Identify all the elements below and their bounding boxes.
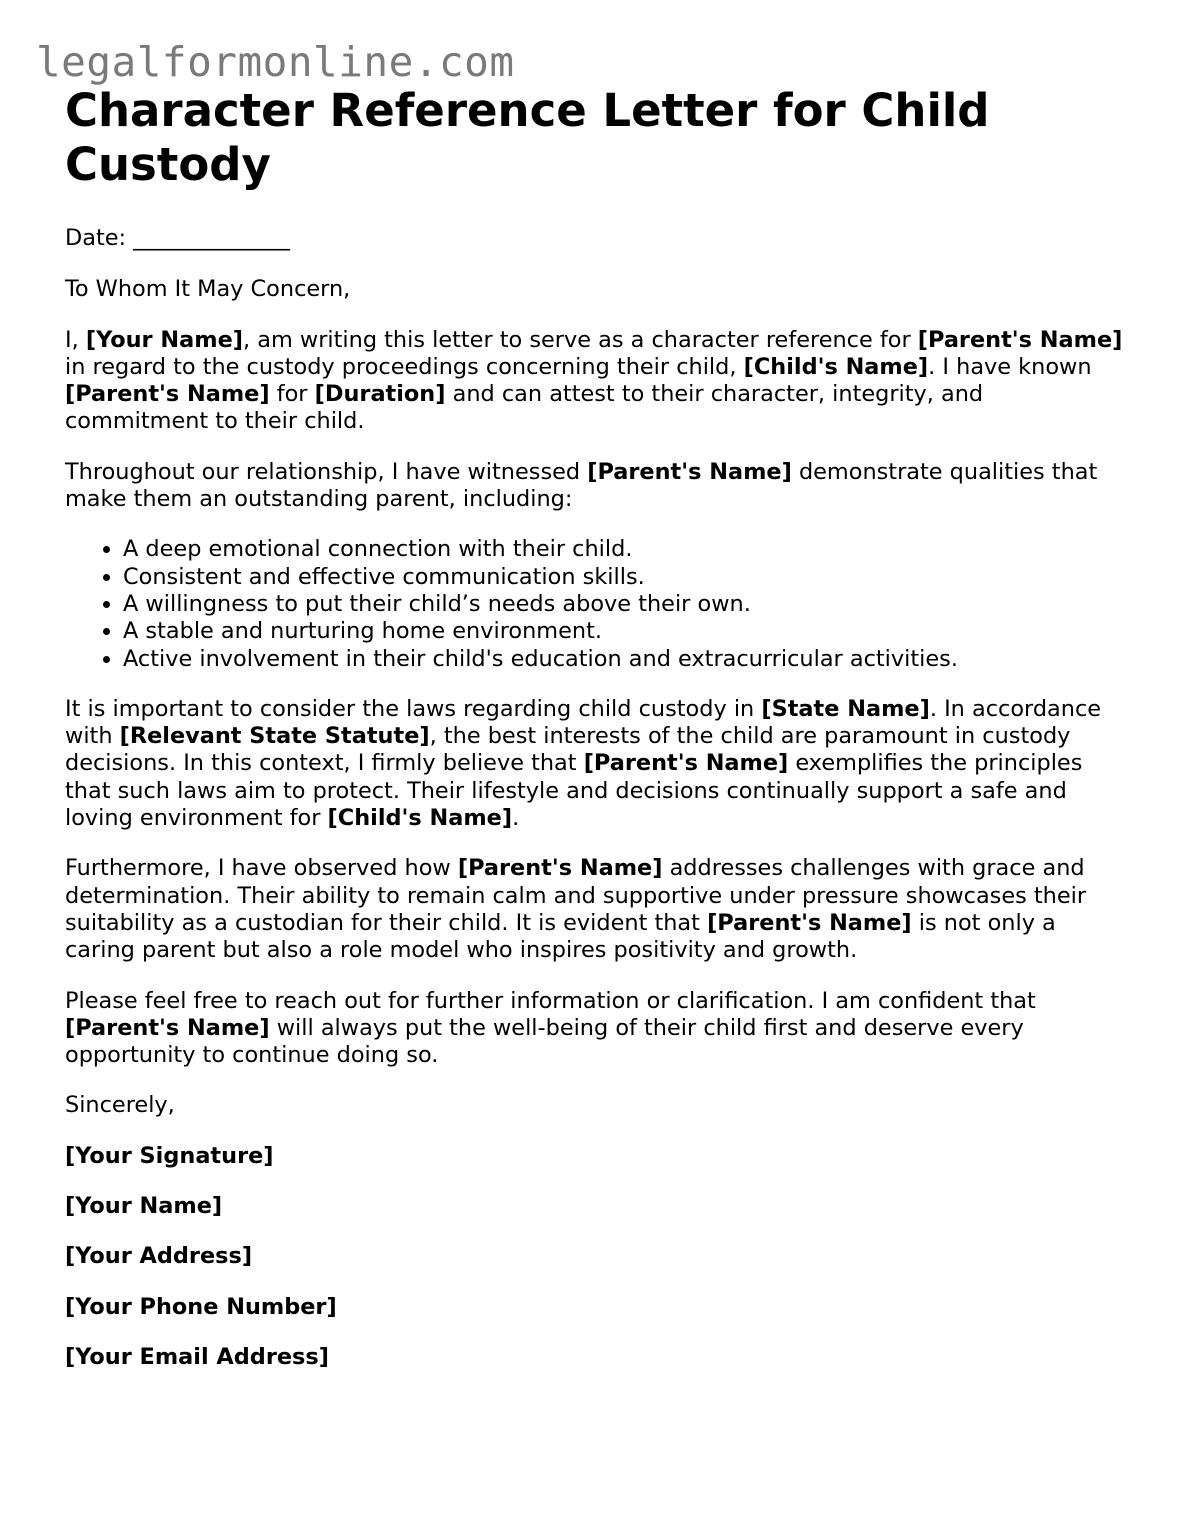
placeholder-parents-name: [Parent's Name] [587, 458, 792, 485]
placeholder-duration: [Duration] [314, 381, 446, 408]
text-run: , am writing this letter to serve as a character reference for [243, 326, 918, 353]
text-run: . I have known [928, 353, 1092, 380]
paragraph-observations [65, 855, 1125, 964]
text-run: demonstrate qualities that make them an outstanding parent, including: [65, 458, 1098, 513]
sender-email-line: [Your Email Address] [65, 1343, 329, 1370]
text-run: will always put the well-being of their child first and deserve every opportunity to continue doing so. [65, 1014, 1024, 1069]
qualities-list [65, 536, 1125, 672]
paragraph-qualities-intro [65, 459, 1125, 514]
text-run: I, [65, 326, 86, 353]
text-run: , the best interests of the child are paramount in custody decisions. In this context, I firmly believe that [65, 723, 1071, 777]
placeholder-childs-name: [Child's Name] [327, 805, 513, 832]
text-run: . In accordance with [65, 695, 1102, 750]
signature-line: [Your Signature] [65, 1142, 274, 1169]
list-item: • A willingness to put their child’s needs above their own. [123, 591, 1125, 618]
text-run: addresses challenges with grace and determination. Their ability to remain calm and supportive under pressure showcases their suitability as a custodian for their child. It is evident that [65, 855, 1087, 936]
text-run: in regard to the custody proceedings concerning their child, [65, 353, 744, 380]
paragraph-conclusion [65, 988, 1125, 1070]
text-run: Please feel free to reach out for further information or clarification. I am confident that [65, 987, 1036, 1014]
paragraph-state-laws [65, 696, 1125, 832]
sender-name-line: [Your Name] [65, 1193, 223, 1220]
placeholder-parents-name: [Parent's Name] [65, 1014, 270, 1041]
placeholder-parents-name: [Parent's Name] [65, 381, 270, 408]
salutation: To Whom It May Concern, [65, 276, 351, 303]
placeholder-parents-name: [Parent's Name] [917, 326, 1123, 353]
text-run: exemplifies the principles that such laws aim to protect. Their lifestyle and decisions continually support a safe and loving environment for [65, 750, 1083, 832]
document-title: Character Reference Letter for Child Custody [65, 84, 990, 191]
sender-address-line: [Your Address] [65, 1243, 253, 1270]
date-line: Date: ______________ [65, 225, 290, 251]
placeholder-state-name: [State Name] [761, 695, 930, 722]
sender-phone-line: [Your Phone Number] [65, 1293, 337, 1320]
watermark: legalformonline.com [36, 38, 515, 86]
list-item: • Active involvement in their child's education and extracurricular activities. [123, 646, 1125, 673]
text-run: Throughout our relationship, I have witnessed [65, 458, 588, 485]
closing: Sincerely, [65, 1092, 175, 1119]
paragraph-introduction [65, 327, 1125, 436]
list-item: • Consistent and effective communication skills. [123, 564, 1125, 591]
placeholder-parents-name: [Parent's Name] [707, 909, 912, 936]
text-run: and can attest to their character, integrity, and commitment to their child. [65, 381, 984, 435]
text-run: Furthermore, I have observed how [65, 855, 458, 882]
text-run: . [512, 805, 520, 832]
placeholder-parents-name: [Parent's Name] [583, 750, 789, 777]
placeholder-childs-name: [Child's Name] [743, 353, 929, 380]
placeholder-your-name: [Your Name] [85, 326, 243, 353]
list-item: • A deep emotional connection with their child. [123, 536, 1125, 563]
placeholder-parents-name: [Parent's Name] [457, 855, 663, 882]
text-run: is not only a caring parent but also a role model who inspires positivity and growth. [65, 909, 1056, 964]
text-run: It is important to consider the laws regarding child custody in [65, 695, 762, 722]
text-run: for [269, 381, 315, 408]
list-item: • A stable and nurturing home environment. [123, 618, 1125, 645]
placeholder-statute: [Relevant State Statute] [119, 723, 430, 750]
letter-document [65, 84, 1125, 1371]
